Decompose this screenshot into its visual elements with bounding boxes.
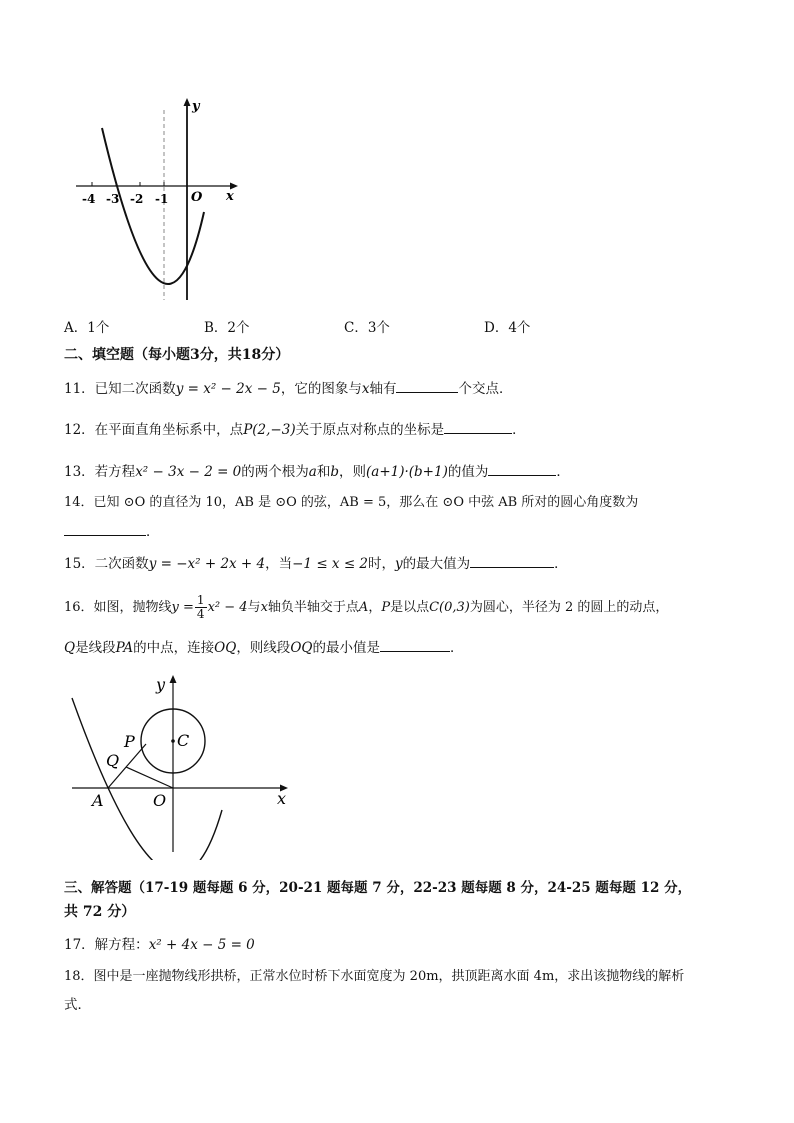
answer-blank[interactable] [380,637,450,652]
equation: x² + 4x − 5 = 0 [148,937,255,953]
origin-label: O [153,791,167,810]
circle-parabola-figure [60,670,300,860]
option-d: D．4个 [484,320,531,336]
question-14-line-1: 14．已知 ⊙O 的直径为 10，AB 是 ⊙O 的弦，AB = 5，那么在 ⊙O 中弦 AB 所对的圆心角度数为 [64,495,639,510]
answer-blank[interactable] [444,419,512,434]
y-axis-label: y [156,675,166,694]
question-13: 13．若方程x² − 3x − 2 = 0的两个根为a和b，则(a+1)·(b+1)的值为 ． [64,461,570,481]
question-16-line-2: Q是线段PA的中点，连接OQ，则线段OQ的最小值是 ． [64,637,463,657]
tick-label: -1 [155,192,169,206]
tick-label: -3 [106,192,120,206]
question-14-line-2: ． [64,521,160,541]
option-c: C．3个 [344,320,390,336]
range: −1 ≤ x ≤ 2 [292,556,369,572]
answer-blank[interactable] [396,378,458,393]
segment-oq [126,767,173,788]
x-axis-label: x [277,789,287,808]
question-12: 12．在平面直角坐标系中，点P(2,−3)关于原点对称点的坐标是 ． [64,419,526,439]
point: P(2,−3) [243,422,296,438]
point-p-label: P [124,732,135,751]
question-16-line-1: 16．如图，抛物线y = $\frac{1}{4}$ x² − 4与x轴负半轴交于点A，P是以点C(0,3)为圆心，半径为 2 的圆上的动点， [64,593,669,621]
question-18-line-2: 式． [64,997,91,1013]
center-point [171,739,175,743]
fraction: $\frac{1}{4}$ [196,593,205,621]
parabola-curve [102,128,204,284]
question-18-line-1: 18．图中是一座抛物线形拱桥，正常水位时桥下水面宽度为 20m，拱顶距离水面 4m，求出该抛物线的解析 [64,969,685,984]
question-11: 11．已知二次函数y = x² − 2x − 5，它的图象与x轴有 个交点． [64,378,512,398]
equation: y = −x² + 2x + 4 [148,556,266,572]
y-axis-label: y [192,99,200,114]
answer-blank[interactable] [470,553,554,568]
expression: (a+1)·(b+1) [366,464,448,480]
y-axis-arrow [184,98,191,106]
equation: y = x² − 2x − 5 [175,381,281,397]
tick-label: -4 [82,192,96,206]
point-q-label: Q [106,751,120,770]
answer-blank[interactable] [488,461,556,476]
section-3-title-line-1: 三、解答题（17-19 题每题 6 分，20-21 题每题 7 分，22-23 题每题 8 分，24-25 题每题 12 分， [64,880,692,896]
origin-label: O [191,190,203,205]
option-a: A．1个 [64,320,110,336]
y-axis-arrow [170,675,177,683]
section-3-title-line-2: 共 72 分） [64,904,136,920]
parabola-figure-1 [60,90,250,310]
x-axis-label: x [226,189,234,204]
point-c-label: C [177,731,190,750]
equation: x² − 3x − 2 = 0 [135,464,242,480]
tick-label: -2 [130,192,144,206]
question-17: 17．解方程：x² + 4x − 5 = 0 [64,937,255,953]
option-b: B．2个 [204,320,250,336]
point-a-label: A [92,791,104,810]
question-15: 15．二次函数y = −x² + 2x + 4，当−1 ≤ x ≤ 2时，y的最大值为 ． [64,553,568,573]
answer-blank[interactable] [64,521,146,536]
section-2-title: 二、填空题（每小题3分，共18分） [64,347,290,363]
